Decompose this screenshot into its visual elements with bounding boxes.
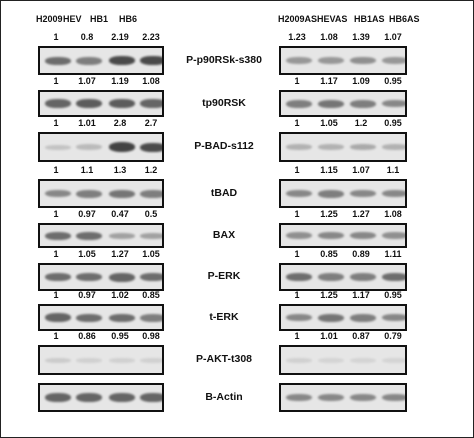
band-left-7-1	[76, 358, 102, 363]
value-left-2-1: 1.01	[78, 118, 96, 128]
band-left-4-1	[76, 232, 102, 240]
band-right-3-0	[286, 190, 312, 197]
band-left-8-2	[109, 393, 135, 402]
blot-left-0	[38, 46, 164, 75]
band-left-7-2	[109, 358, 135, 363]
value-right-1-1: 1.17	[320, 76, 338, 86]
band-right-7-1	[318, 358, 344, 363]
band-right-3-2	[350, 190, 376, 197]
value-left-2-3: 2.7	[144, 118, 158, 128]
value-left-1-1: 1.07	[78, 76, 96, 86]
band-left-8-3	[140, 393, 164, 402]
band-left-1-3	[140, 99, 164, 108]
value-right-4-1: 1.25	[320, 209, 338, 219]
blot-left-7	[38, 345, 164, 375]
value-right-2-1: 1.05	[320, 118, 338, 128]
protein-label-0: P-p90RSk-s380	[186, 53, 262, 66]
lane-header-left-2: HB1	[90, 14, 109, 24]
blot-right-3	[279, 179, 407, 208]
value-right-2-0: 1	[294, 118, 300, 128]
value-right-3-1: 1.15	[320, 165, 338, 175]
protein-label-1: tp90RSK	[202, 96, 246, 109]
band-right-0-1	[318, 57, 344, 64]
value-right-7-2: 0.87	[352, 331, 370, 341]
value-left-1-0: 1	[53, 76, 59, 86]
value-left-5-2: 1.27	[111, 249, 129, 259]
lane-header-left-0: H2009	[36, 14, 63, 24]
value-left-0-2: 2.19	[111, 32, 129, 42]
value-left-4-0: 1	[53, 209, 59, 219]
band-right-1-3	[382, 100, 407, 107]
value-right-6-3: 0.95	[384, 290, 402, 300]
band-left-6-1	[76, 314, 102, 322]
band-right-6-1	[318, 314, 344, 322]
value-right-0-3: 1.07	[384, 32, 402, 42]
band-right-5-3	[382, 273, 407, 281]
value-left-0-1: 0.8	[80, 32, 94, 42]
value-left-5-0: 1	[53, 249, 59, 259]
band-right-1-0	[286, 100, 312, 108]
value-left-7-1: 0.86	[78, 331, 96, 341]
band-left-8-1	[76, 393, 102, 402]
band-left-6-3	[140, 314, 164, 322]
band-right-4-3	[382, 232, 407, 239]
value-left-1-3: 1.08	[142, 76, 160, 86]
band-right-6-2	[350, 314, 376, 322]
band-left-3-2	[109, 190, 135, 198]
value-right-5-3: 1.11	[384, 249, 402, 259]
value-left-3-1: 1.1	[80, 165, 94, 175]
value-left-5-1: 1.05	[78, 249, 96, 259]
value-left-2-2: 2.8	[113, 118, 127, 128]
band-right-6-0	[286, 314, 312, 321]
blot-right-7	[279, 345, 407, 375]
blot-left-3	[38, 179, 164, 208]
value-left-7-0: 1	[53, 331, 59, 341]
value-left-7-2: 0.95	[111, 331, 129, 341]
band-right-4-2	[350, 232, 376, 239]
band-right-7-0	[286, 358, 312, 363]
band-left-8-0	[45, 393, 71, 402]
band-left-0-2	[109, 56, 135, 65]
protein-label-3: tBAD	[210, 186, 238, 199]
value-left-6-1: 0.97	[78, 290, 96, 300]
band-right-8-2	[350, 394, 376, 401]
lane-header-right-1: HEVAS	[317, 14, 348, 24]
band-left-3-0	[45, 190, 71, 197]
band-left-5-3	[140, 273, 164, 281]
value-left-0-3: 2.23	[142, 32, 160, 42]
band-right-0-0	[286, 57, 312, 64]
value-right-5-1: 0.85	[320, 249, 338, 259]
value-right-0-2: 1.39	[352, 32, 370, 42]
blot-right-5	[279, 263, 407, 291]
band-left-6-2	[109, 314, 135, 322]
value-right-1-0: 1	[294, 76, 300, 86]
band-left-2-0	[45, 145, 71, 150]
band-left-2-2	[109, 142, 135, 152]
blot-left-1	[38, 90, 164, 117]
band-left-1-0	[45, 99, 71, 108]
blot-left-4	[38, 223, 164, 248]
value-left-7-3: 0.98	[142, 331, 160, 341]
band-right-0-3	[382, 57, 407, 64]
value-right-2-2: 1.2	[354, 118, 368, 128]
value-left-4-3: 0.5	[144, 209, 158, 219]
blot-right-8	[279, 383, 407, 412]
value-left-0-0: 1	[53, 32, 59, 42]
protein-label-6: t-ERK	[209, 310, 239, 323]
blot-right-1	[279, 90, 407, 117]
value-left-3-0: 1	[53, 165, 59, 175]
band-right-5-2	[350, 273, 376, 281]
band-right-2-0	[286, 144, 312, 150]
band-right-5-0	[286, 273, 312, 281]
band-right-8-1	[318, 394, 344, 401]
value-right-7-0: 1	[294, 331, 300, 341]
value-left-1-2: 1.19	[111, 76, 129, 86]
value-left-6-2: 1.02	[111, 290, 129, 300]
lane-header-left-1: HEV	[63, 14, 82, 24]
band-left-3-3	[140, 190, 164, 198]
band-left-0-1	[76, 57, 102, 65]
band-left-5-0	[45, 273, 71, 281]
value-right-5-0: 1	[294, 249, 300, 259]
value-left-2-0: 1	[53, 118, 59, 128]
value-right-5-2: 0.89	[352, 249, 370, 259]
value-right-4-0: 1	[294, 209, 300, 219]
band-right-2-1	[318, 144, 344, 150]
value-right-7-1: 1.01	[320, 331, 338, 341]
protein-label-7: P-AKT-t308	[195, 353, 252, 365]
band-right-8-0	[286, 394, 312, 401]
band-left-2-1	[76, 144, 102, 150]
band-right-2-2	[350, 144, 376, 150]
blot-left-6	[38, 304, 164, 331]
band-right-4-1	[318, 232, 344, 239]
band-right-3-3	[382, 190, 407, 197]
band-right-6-3	[382, 314, 407, 321]
band-left-6-0	[45, 313, 71, 322]
value-right-1-3: 0.95	[384, 76, 402, 86]
band-left-0-0	[45, 57, 71, 65]
band-right-3-1	[318, 190, 344, 198]
value-right-6-0: 1	[294, 290, 300, 300]
band-left-2-3	[140, 143, 164, 152]
blot-right-4	[279, 223, 407, 248]
band-right-2-3	[382, 144, 407, 150]
blot-right-6	[279, 304, 407, 331]
value-left-4-1: 0.97	[78, 209, 96, 219]
lane-header-right-0: H2009AS	[278, 14, 318, 24]
band-left-4-3	[140, 233, 164, 239]
band-left-4-2	[109, 233, 135, 239]
band-right-1-1	[318, 100, 344, 108]
value-left-6-3: 0.85	[142, 290, 160, 300]
value-right-6-1: 1.25	[320, 290, 338, 300]
protein-label-8: B-Actin	[205, 390, 243, 403]
value-right-4-2: 1.27	[352, 209, 370, 219]
value-left-6-0: 1	[53, 290, 59, 300]
band-right-7-2	[350, 358, 376, 363]
value-left-3-3: 1.2	[144, 165, 158, 175]
value-right-3-3: 1.1	[386, 165, 400, 175]
protein-label-5: P-ERK	[207, 270, 241, 282]
value-left-4-2: 0.47	[111, 209, 129, 219]
lane-header-right-3: HB6AS	[389, 14, 420, 24]
value-left-3-2: 1.3	[113, 165, 127, 175]
value-right-0-1: 1.08	[320, 32, 338, 42]
protein-label-2: P-BAD-s112	[194, 140, 254, 152]
band-right-5-1	[318, 273, 344, 281]
value-right-0-0: 1.23	[288, 32, 306, 42]
band-right-0-2	[350, 57, 376, 64]
value-right-3-2: 1.07	[352, 165, 370, 175]
band-left-5-1	[76, 273, 102, 281]
band-left-1-1	[76, 99, 102, 108]
value-right-1-2: 1.09	[352, 76, 370, 86]
band-left-7-0	[45, 358, 71, 363]
protein-label-4: BAX	[212, 228, 236, 241]
band-left-1-2	[109, 99, 135, 108]
value-right-4-3: 1.08	[384, 209, 402, 219]
band-left-5-2	[109, 273, 135, 282]
band-left-4-0	[45, 232, 71, 240]
value-left-5-3: 1.05	[142, 249, 160, 259]
band-right-4-0	[286, 232, 312, 239]
blot-right-2	[279, 132, 407, 162]
value-right-7-3: 0.79	[384, 331, 402, 341]
blot-right-0	[279, 46, 407, 75]
band-left-7-3	[140, 358, 164, 363]
value-right-3-0: 1	[294, 165, 300, 175]
lane-header-left-3: HB6	[119, 14, 138, 24]
lane-header-right-2: HB1AS	[354, 14, 385, 24]
band-right-8-3	[382, 394, 407, 401]
value-right-6-2: 1.17	[352, 290, 370, 300]
value-right-2-3: 0.95	[384, 118, 402, 128]
band-right-7-3	[382, 358, 407, 363]
band-left-3-1	[76, 190, 102, 198]
band-right-1-2	[350, 100, 376, 108]
blot-left-5	[38, 263, 164, 291]
blot-left-2	[38, 132, 164, 162]
band-left-0-3	[140, 56, 164, 65]
blot-left-8	[38, 383, 164, 412]
